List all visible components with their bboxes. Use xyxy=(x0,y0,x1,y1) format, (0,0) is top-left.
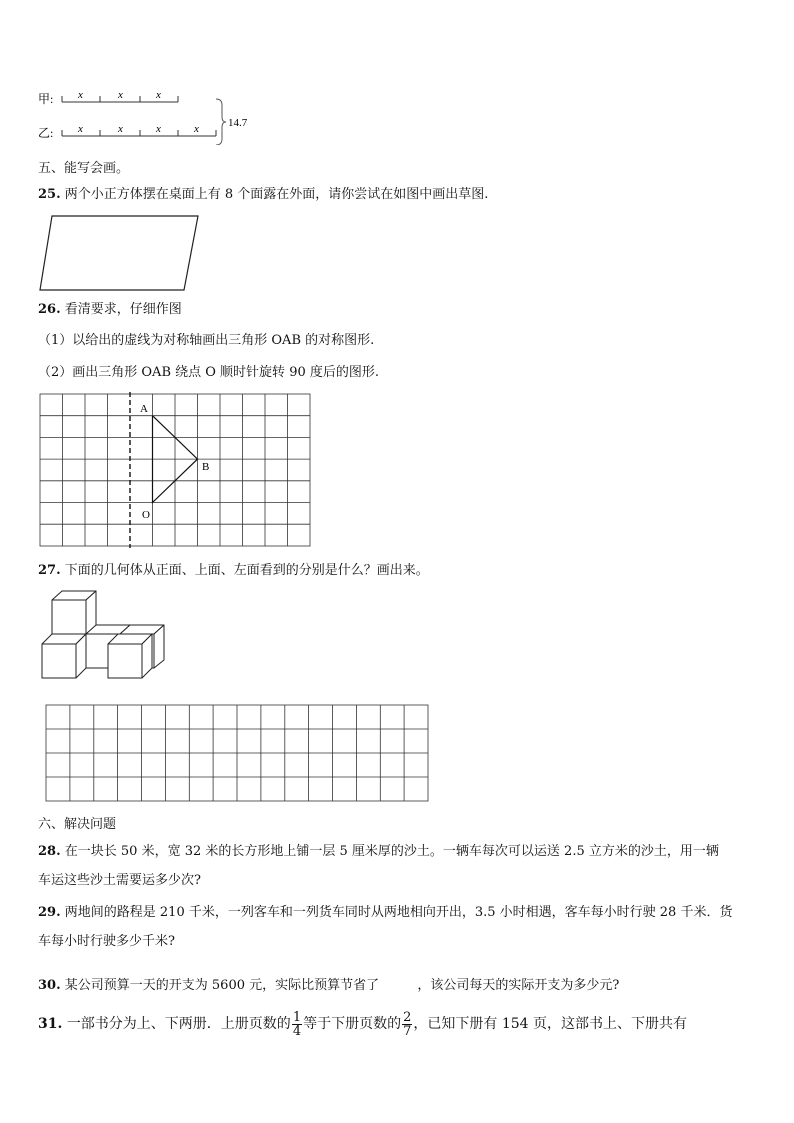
q31-part2: 等于下册页数的 xyxy=(303,1016,402,1032)
views-drawing-grid[interactable] xyxy=(44,703,432,803)
q29-number: 29. xyxy=(38,905,61,920)
yi-x-4: x xyxy=(194,123,199,135)
q29-line1 xyxy=(38,904,732,922)
jia-x-1: x xyxy=(78,89,83,101)
q30-text-after: ，该公司每天的实际开支为多少元? xyxy=(417,978,620,993)
views-grid-lines xyxy=(46,705,428,801)
yi-label: 乙: xyxy=(38,126,54,140)
q28-number: 28. xyxy=(38,844,61,859)
q27-text: 下面的几何体从正面、上面、左面看到的分别是什么？画出来。 xyxy=(64,563,429,578)
q29-text-1: 两地间的路程是 210 千米，一列客车和一列货车同时从两地相向开出，3.5 小时相遇，客车每小时行驶 28 千米．货 xyxy=(64,905,733,920)
yi-x-2: x xyxy=(118,123,123,135)
q30-line xyxy=(38,977,619,995)
section5-title: 五、能写会画。 xyxy=(38,161,130,176)
q25-line xyxy=(38,186,488,204)
total-brace xyxy=(216,99,226,145)
jia-x-3: x xyxy=(156,89,161,101)
point-o-label: O xyxy=(142,509,150,521)
parallelogram xyxy=(40,216,198,290)
fraction-two-sevenths: $\frac{2}{7}$ xyxy=(403,1009,412,1039)
segment-diagram xyxy=(36,85,266,145)
q30-number: 30. xyxy=(38,978,61,993)
q28-line2: 车运这些沙土需要运多少次? xyxy=(38,873,201,888)
jia-x-2: x xyxy=(118,89,123,101)
q26-text: 看清要求，仔细作图 xyxy=(64,302,182,317)
q26-sub1: （1）以给出的虚线为对称轴画出三角形 OAB 的对称图形. xyxy=(38,333,375,348)
grid-lines xyxy=(40,394,310,546)
q29-line2: 车每小时行驶多少千米? xyxy=(38,934,175,949)
q26-line xyxy=(38,301,182,319)
q28-text-1: 在一块长 50 米，宽 32 米的长方形地上铺一层 5 厘米厚的沙土。一辆车每次可以运送 2.5 立方米的沙土，用一辆 xyxy=(64,844,719,859)
cube-solid-figure xyxy=(38,588,166,682)
q26-number: 26. xyxy=(38,302,61,317)
section6-title: 六、解决问题 xyxy=(38,817,117,832)
q31-line xyxy=(38,1008,687,1040)
fraction-one-quarter: $\frac{1}{4}$ xyxy=(292,1009,302,1039)
parallelogram-drawing-area[interactable] xyxy=(38,212,200,292)
q31-number: 31. xyxy=(38,1016,63,1032)
q27-number: 27. xyxy=(38,563,61,578)
total-label: 14.7 xyxy=(228,117,248,129)
symmetry-grid[interactable] xyxy=(38,392,314,550)
q30-text-before: 某公司预算一天的开支为 5600 元，实际比预算节省了 xyxy=(64,978,380,993)
point-b-label: B xyxy=(202,461,210,473)
q25-text: 两个小正方体摆在桌面上有 8 个面露在外面，请你尝试在如图中画出草图. xyxy=(64,187,489,202)
q25-number: 25. xyxy=(38,187,61,202)
jia-label: 甲: xyxy=(38,92,54,106)
yi-x-1: x xyxy=(78,123,83,135)
q27-line xyxy=(38,562,429,580)
point-a-label: A xyxy=(140,403,148,415)
q31-part3: ，已知下册有 154 页，这部书上、下册共有 xyxy=(413,1016,687,1032)
yi-x-3: x xyxy=(156,123,161,135)
q31-part1: 一部书分为上、下两册．上册页数的 xyxy=(66,1016,291,1032)
q28-line1 xyxy=(38,843,719,861)
q26-sub2: （2）画出三角形 OAB 绕点 O 顺时针旋转 90 度后的图形. xyxy=(38,365,379,380)
